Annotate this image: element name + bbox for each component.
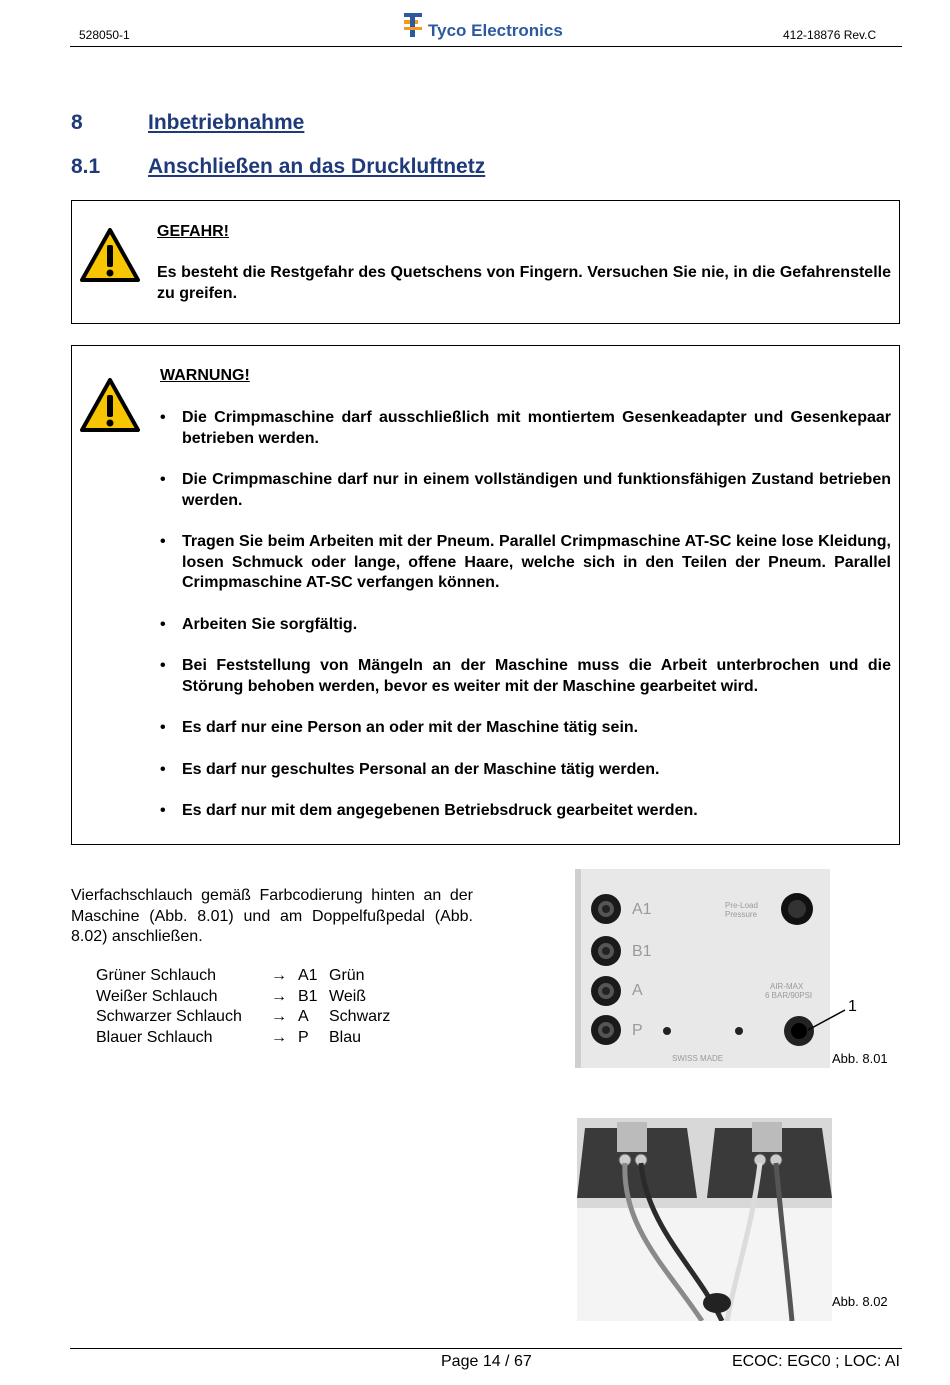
warning-label: WARNUNG! bbox=[160, 367, 250, 384]
airmax-label-2: 6 BAR/90PSI bbox=[765, 991, 813, 1000]
brand-name: Tyco Electronics bbox=[428, 21, 563, 40]
port-label-a1: A1 bbox=[632, 901, 652, 918]
preload-label-2: Pressure bbox=[725, 910, 758, 919]
warning-item: • Es darf nur geschultes Personal an der Maschine tätig werden. bbox=[160, 760, 660, 778]
table-row: Blauer Schlauch → P Blau bbox=[96, 1028, 362, 1046]
danger-box bbox=[71, 200, 900, 324]
hose-table bbox=[96, 966, 390, 1048]
footer-rule bbox=[70, 1348, 902, 1349]
danger-text: Es besteht die Restgefahr des Quetschens von Fingern. Versuchen Sie nie, in die Gefahrenstelle zu greifen. bbox=[157, 264, 891, 302]
warning-item: • Es darf nur mit dem angegebenen Betriebsdruck gearbeitet werden. bbox=[160, 802, 698, 819]
section-title: Inbetriebnahme bbox=[148, 111, 305, 134]
table-row: Weißer Schlauch → B1 Weiß bbox=[96, 987, 367, 1005]
callout-number: 1 bbox=[848, 998, 857, 1015]
subsection-heading bbox=[71, 155, 485, 179]
doc-number: 528050-1 bbox=[79, 28, 130, 42]
warning-item: • Tragen Sie beim Arbeiten mit der Pneum. Parallel Crimpmaschine AT-SC keine lose Kleidung, losen Schmuck oder lange, offene Haare, welche sich in den Teilen der Pneum. Parallel Crimpmaschine AT-SC verfangen können. bbox=[160, 533, 891, 591]
warning-item: • Die Crimpmaschine darf ausschließlich mit montiertem Gesenkeadapter und Gesenkepaar betrieben werden. bbox=[160, 409, 891, 447]
warning-item: • Die Crimpmaschine darf nur in einem vollständigen und funktionsfähigen Zustand betrieben werden. bbox=[160, 471, 891, 509]
table-row: Schwarzer Schlauch → A Schwarz bbox=[96, 1008, 391, 1025]
warning-item: • Es darf nur eine Person an oder mit der Maschine tätig sein. bbox=[160, 719, 639, 736]
warning-triangle-icon bbox=[79, 377, 141, 433]
figure-machine-panel bbox=[575, 869, 830, 1068]
preload-label: Pre-Load bbox=[725, 901, 758, 910]
port-label-p: P bbox=[632, 1022, 643, 1039]
figure-foot-pedal bbox=[577, 1118, 832, 1321]
footer-codes: ECOC: EGC0 ; LOC: AI bbox=[731, 1353, 900, 1370]
port-label-b1: B1 bbox=[632, 943, 652, 960]
subsection-title: Anschließen an das Druckluftnetz bbox=[148, 155, 486, 178]
figure1-caption: Abb. 8.01 bbox=[832, 1051, 888, 1066]
instruction-text: Vierfachschlauch gemäß Farbcodierung hinten an der Maschine (Abb. 8.01) und am Doppelfußpedal (Abb. 8.02) anschließen. bbox=[71, 887, 473, 945]
danger-label: GEFAHR! bbox=[157, 223, 229, 240]
table-row: Grüner Schlauch → A1 Grün bbox=[96, 967, 365, 984]
pedal-illustration bbox=[577, 1118, 832, 1321]
section-number: 8 bbox=[71, 111, 83, 134]
airmax-label: AIR-MAX bbox=[770, 982, 804, 991]
doc-ref: 412-18876 Rev.C bbox=[783, 28, 877, 42]
header-rule bbox=[70, 46, 902, 47]
subsection-number: 8.1 bbox=[71, 155, 101, 178]
warning-box bbox=[71, 345, 900, 845]
panel-illustration bbox=[575, 869, 830, 1068]
warning-list bbox=[160, 408, 891, 843]
warning-triangle-icon bbox=[79, 227, 141, 283]
figure2-caption: Abb. 8.02 bbox=[832, 1294, 888, 1309]
port-label-a: A bbox=[632, 982, 643, 999]
warning-item: • Bei Feststellung von Mängeln an der Maschine muss die Arbeit unterbrochen und die Störung behoben werden, bevor es weiter mit der Maschine gearbeitet wird. bbox=[160, 657, 891, 695]
page-number: Page 14 / 67 bbox=[441, 1353, 532, 1370]
warning-item: • Arbeiten Sie sorgfältig. bbox=[160, 615, 358, 633]
section-heading bbox=[71, 111, 304, 135]
swiss-made-label: SWISS MADE bbox=[672, 1054, 724, 1063]
